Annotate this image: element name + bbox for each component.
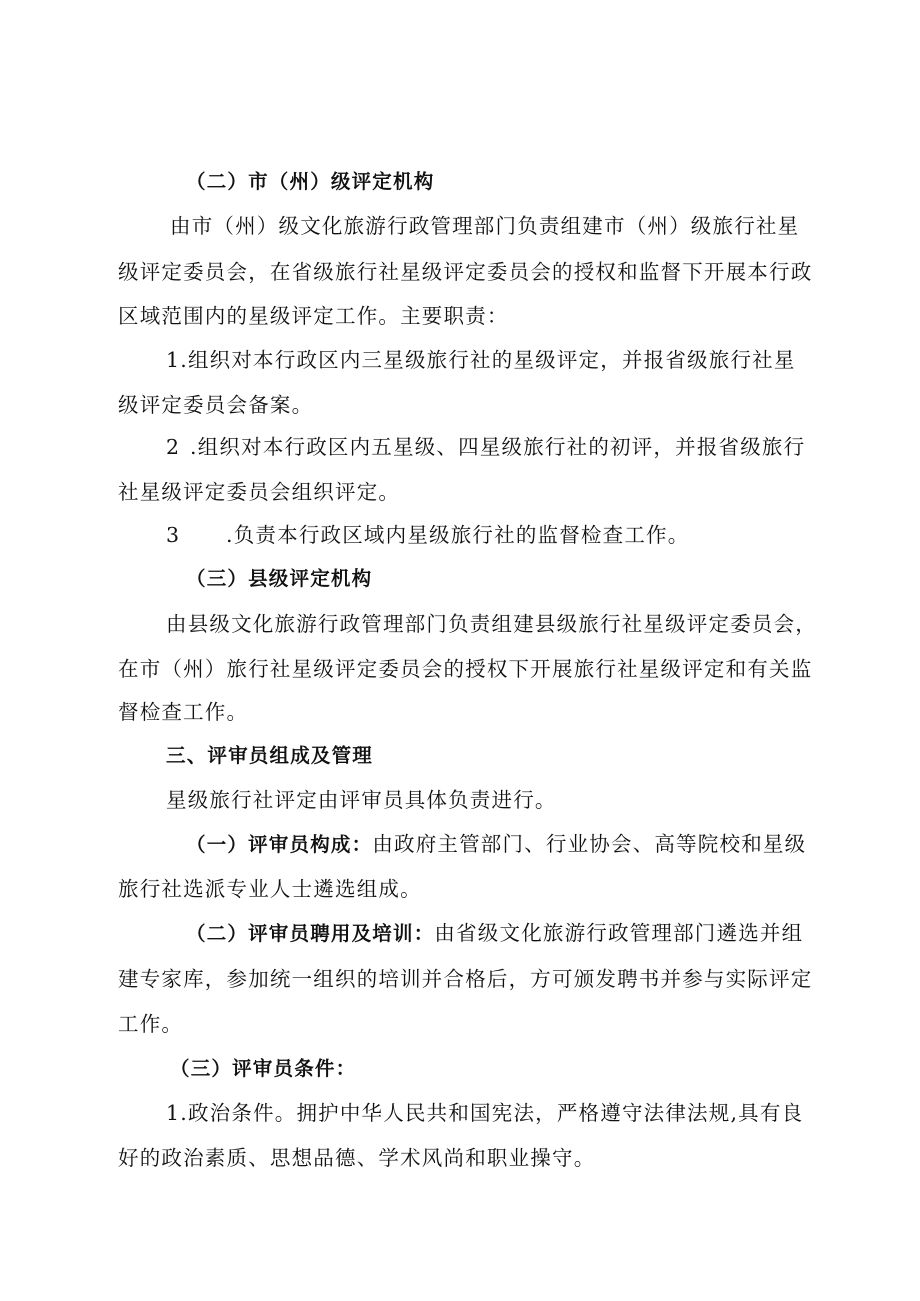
paragraph-line: 督检查工作。	[118, 700, 249, 724]
paragraph-line: 由县级文化旅游行政管理部门负责组建县级旅行社星级评定委员会，	[166, 612, 817, 636]
condition-1-line: 好的政治素质、思想品德、学术风尚和职业操守。	[118, 1146, 596, 1170]
section-heading-county-level: （三）县级评定机构	[186, 567, 373, 590]
section-heading-reviewers: 三、评审员组成及管理	[166, 744, 374, 767]
section-heading-city-level: （二）市（州）级评定机构	[186, 170, 435, 193]
paragraph-line: 旅行社选派专业人士遴选组成。	[118, 877, 422, 901]
list-item-2-line: .组织对本行政区内五星级、四星级旅行社的初评，并报省级旅行	[190, 435, 806, 459]
list-item-3-line: .负责本行政区域内星级旅行社的监督检查工作。	[226, 523, 690, 547]
reviewer-composition-text: 由政府主管部门、行业协会、高等院校和星级	[372, 832, 807, 856]
reviewer-composition-line	[186, 830, 806, 859]
reviewer-hiring-text: 由省级文化旅游行政管理部门遴选并组	[434, 921, 804, 945]
reviewer-hiring-line	[186, 919, 803, 948]
list-item-2-line: 社星级评定委员会组织评定。	[118, 480, 401, 504]
paragraph-line: 建专家库，参加统一组织的培训并合格后，方可颁发聘书并参与实际评定	[118, 967, 813, 991]
list-item-1-line: 级评定委员会备案。	[118, 393, 314, 417]
list-item-3-number: 3	[166, 523, 181, 547]
reviewer-hiring-label: （二）评审员聘用及培训：	[186, 922, 435, 945]
paragraph-line: 级评定委员会，在省级旅行社星级评定委员会的授权和监督下开展本行政	[118, 260, 813, 284]
list-item-1-line: 1.组织对本行政区内三星级旅行社的星级评定，并报省级旅行社星	[166, 348, 796, 372]
paragraph-line: 星级旅行社评定由评审员具体负责进行。	[166, 788, 557, 812]
paragraph-line: 区域范围内的星级评定工作。主要职责：	[118, 304, 509, 328]
paragraph-line: 工作。	[118, 1012, 184, 1036]
paragraph-line: 由市（州）级文化旅游行政管理部门负责组建市（州）级旅行社星	[170, 214, 800, 238]
paragraph-line: 在市（州）旅行社星级评定委员会的授权下开展旅行社星级评定和有关监	[118, 657, 813, 681]
condition-1-line: 1.政治条件。拥护中华人民共和国宪法，严格遵守法律法规,具有良	[166, 1101, 804, 1125]
list-item-2-number: 2	[166, 435, 181, 459]
reviewer-composition-label: （一）评审员构成：	[186, 833, 373, 856]
reviewer-conditions-heading: （三）评审员条件：	[170, 1057, 357, 1080]
